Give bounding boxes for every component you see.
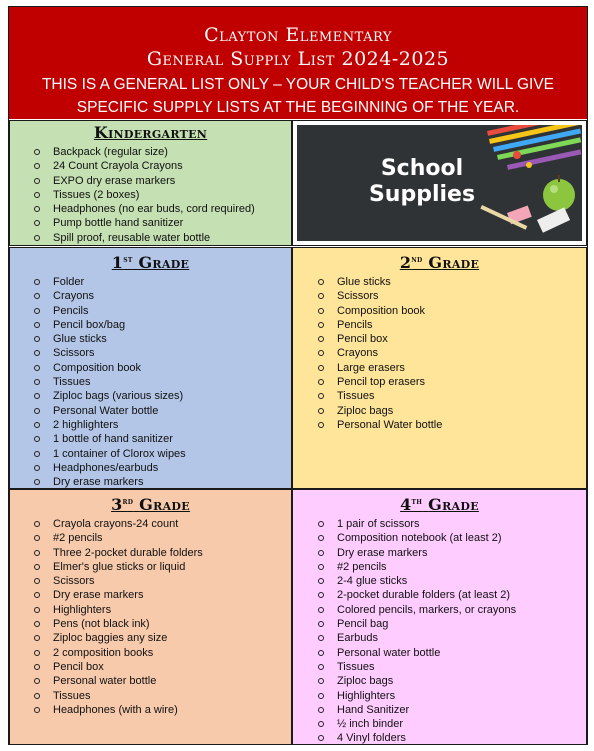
kindergarten-title: [10, 123, 291, 143]
grade1-section: [9, 247, 292, 489]
list-item: #2 pencils: [10, 531, 291, 545]
list-title: General Supply List 2024-2025: [146, 48, 450, 70]
grade2-suffix: nd: [411, 255, 423, 265]
grade4-suffix: th: [411, 497, 423, 507]
list-item: Tissues (2 boxes): [10, 188, 291, 202]
list-item: Headphones (with a wire): [10, 703, 291, 717]
list-item: 1 bottle of hand sanitizer: [10, 432, 291, 446]
list-item: 2 composition books: [10, 646, 291, 660]
list-item: Crayons: [10, 289, 291, 303]
list-item: Pencil bag: [293, 617, 586, 631]
kindergarten-section: [9, 120, 292, 246]
list-item: Large erasers: [293, 361, 586, 375]
list-item: Pencil box: [10, 660, 291, 674]
list-item: Dry erase markers: [10, 475, 291, 489]
list-item: Highlighters: [10, 603, 291, 617]
list-item: Scissors: [293, 289, 586, 303]
list-item: 24 Count Crayola Crayons: [10, 159, 291, 173]
list-item: Three 2-pocket durable folders: [10, 546, 291, 560]
list-item: Elmer's glue sticks or liquid: [10, 560, 291, 574]
list-item: Folder: [10, 275, 291, 289]
kindergarten-list: [10, 145, 291, 245]
list-item: Headphones/earbuds: [10, 461, 291, 475]
grade1-suffix: st: [123, 255, 133, 265]
list-item: Spill proof, reusable water bottle: [10, 231, 291, 245]
grade2-num: 2: [399, 253, 412, 272]
header-banner: [9, 7, 587, 119]
list-item: Highlighters: [293, 689, 586, 703]
list-item: Composition notebook (at least 2): [293, 531, 586, 545]
list-item: Scissors: [10, 574, 291, 588]
list-item: Tissues: [293, 660, 586, 674]
supply-list-document: [8, 6, 588, 745]
list-item: Glue sticks: [10, 332, 291, 346]
school-supplies-image: [297, 125, 582, 241]
grade3-title: [10, 492, 291, 515]
list-item: Composition book: [10, 361, 291, 375]
grade1-list: [10, 275, 291, 489]
grade3-num: 3: [111, 495, 123, 514]
list-item: Crayons: [293, 346, 586, 360]
grade4-section: [292, 489, 587, 745]
image-text-line2: Supplies: [368, 182, 476, 207]
list-item: Personal water bottle: [10, 674, 291, 688]
grade2-list: [293, 275, 586, 432]
image-text-line1: School: [380, 156, 464, 181]
general-list-note: THIS IS A GENERAL LIST ONLY – YOUR CHILD'S TEACHER WILL GIVE SPECIFIC SUPPLY LISTS AT THE BEGINNING OF THE YEAR.: [41, 76, 555, 116]
list-item: Dry erase markers: [293, 546, 586, 560]
grade1-num: 1: [111, 253, 124, 272]
grade3-word: Grade: [139, 495, 190, 514]
list-item: Dry erase markers: [10, 588, 291, 602]
school-name: Clayton Elementary: [204, 24, 392, 46]
list-item: Personal water bottle: [293, 646, 586, 660]
grade3-suffix: rd: [122, 497, 134, 507]
list-item: 2-4 glue sticks: [293, 574, 586, 588]
list-item: Hand Sanitizer: [293, 703, 586, 717]
list-item: Tissues: [10, 375, 291, 389]
grade1-word: Grade: [138, 253, 190, 272]
list-item: Pencil box/bag: [10, 318, 291, 332]
list-item: ½ inch binder: [293, 717, 586, 731]
list-item: Crayola crayons-24 count: [10, 517, 291, 531]
grade3-list: [10, 517, 291, 717]
list-item: #2 pencils: [293, 560, 586, 574]
list-item: Tissues: [10, 689, 291, 703]
list-item: Headphones (no ear buds, cord required): [10, 202, 291, 216]
grade2-title: [293, 250, 586, 273]
list-item: Ziploc bags: [293, 404, 586, 418]
list-item: 2-pocket durable folders (at least 2): [293, 588, 586, 602]
list-item: 4 Vinyl folders: [293, 731, 586, 745]
grade3-section: [9, 489, 292, 745]
list-item: Personal Water bottle: [293, 418, 586, 432]
list-item: Pencils: [10, 304, 291, 318]
list-item: Ziploc bags (various sizes): [10, 389, 291, 403]
list-item: Pencil top erasers: [293, 375, 586, 389]
list-item: Pump bottle hand sanitizer: [10, 216, 291, 230]
list-item: 1 pair of scissors: [293, 517, 586, 531]
list-item: Scissors: [10, 346, 291, 360]
grade4-word: Grade: [428, 495, 479, 514]
grade2-section: [292, 247, 587, 489]
list-item: Pencils: [293, 318, 586, 332]
list-item: 2 highlighters: [10, 418, 291, 432]
kindergarten-title-text: Kindergarten: [93, 123, 208, 142]
list-item: Tissues: [293, 389, 586, 403]
school-supplies-image-cell: [292, 120, 587, 246]
list-item: Personal Water bottle: [10, 404, 291, 418]
list-item: Pencil box: [293, 332, 586, 346]
grade1-title: [10, 250, 291, 273]
list-item: Glue sticks: [293, 275, 586, 289]
list-item: Ziploc baggies any size: [10, 631, 291, 645]
list-item: Backpack (regular size): [10, 145, 291, 159]
list-item: Earbuds: [293, 631, 586, 645]
grade4-title: [293, 492, 586, 515]
list-item: Composition book: [293, 304, 586, 318]
list-item: 1 container of Clorox wipes: [10, 447, 291, 461]
grade4-list: [293, 517, 586, 745]
list-item: EXPO dry erase markers: [10, 174, 291, 188]
list-item: Ziploc bags: [293, 674, 586, 688]
grade2-word: Grade: [428, 253, 480, 272]
grade4-num: 4: [400, 495, 412, 514]
list-item: Pens (not black ink): [10, 617, 291, 631]
list-item: Colored pencils, markers, or crayons: [293, 603, 586, 617]
